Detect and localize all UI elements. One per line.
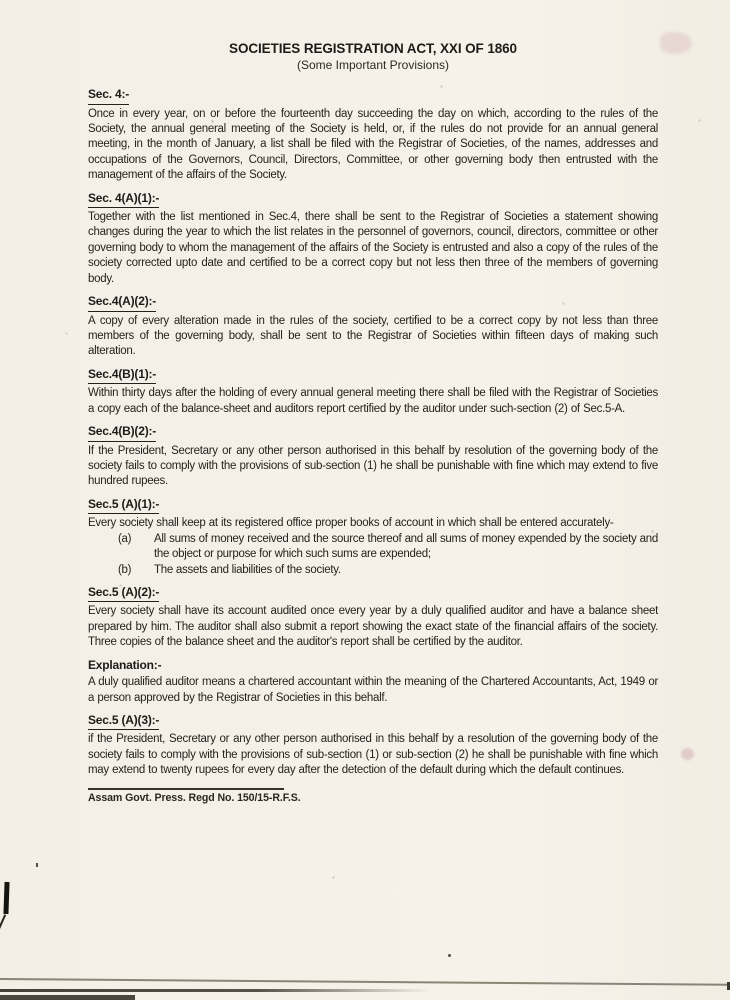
act-section [88,87,658,184]
document-subtitle: (Some Important Provisions) [296,58,450,72]
section-heading [88,585,658,603]
section-body: If the President, Secretary or any other person authorised in this behalf by resolution of the governing body of the society fails to comply with the provisions of sub-section (1) he shall be punishable with fine which may extend to five hundred rupees. [88,444,658,488]
document-footer [88,788,658,804]
section-body: Once in every year, on or before the fourteenth day succeeding the day on which, according to the rules of the Society, the annual general meeting of the Society is held, or, if the rules do not provide for an annual general meeting, in the month of January, a list shall be filed with the Registrar of Societies, of the names, addresses and occupations of the Governors, Council, Directors, Committee, or other governing body then entrusted with the management of the affairs of the Society. [88,107,658,182]
act-section [88,497,658,578]
list-item [118,563,658,578]
scan-speck [448,954,451,957]
scan-specks [0,0,1,1]
section-heading-text: Sec.5 (A)(3):- [88,713,159,731]
scan-edge-line [0,978,730,986]
document-header [88,40,658,73]
document-title: SOCIETIES REGISTRATION ACT, XXI OF 1860 [229,41,517,56]
footer-imprint: Assam Govt. Press. Regd No. 150/15-R.F.S. [88,791,301,804]
list-item [118,532,658,563]
act-section [88,367,658,417]
section-body: if the President, Secretary or any other person authorised in this behalf by a resolution of the governing body of the society fails to comply with the provisions of sub-section (1) or sub-section (2) he shall be punishable with fine which may extend to twenty rupees for every day after the detection of the default during which the default continues. [88,733,658,777]
act-section [88,294,658,360]
act-section [88,191,658,288]
list-marker: (a) [118,532,132,545]
section-heading-text: Sec.4(B)(1):- [88,367,156,385]
section-heading [88,367,658,385]
section-body: Every society shall have its account audited once every year by a duly qualified auditor and have a balance sheet prepared by him. The auditor shall also submit a report showing the exact state of the financial affairs of the society. Three copies of the balance sheet and the auditor's report shall be certified by the auditor. [88,605,658,649]
section-heading [88,294,658,312]
scan-shadow-line [0,989,430,992]
act-section [88,424,658,490]
section-heading-text: Explanation:- [88,657,162,672]
section-heading [88,658,658,674]
section-body: A copy of every alteration made in the rules of the society, certified to be a correct copy by not less than three members of the governing body, shall be sent to the Registrar of Societies within fifteen days of making such alteration. [88,314,658,358]
section-heading [88,713,658,731]
scan-speck [36,863,38,867]
list-text: All sums of money received and the source thereof and all sums of money expended by the society and the object or purpose for which such sums are expended; [154,532,658,561]
section-heading [88,191,658,209]
section-body: A duly qualified auditor means a chartered accountant within the meaning of the Chartered Accountants, Act, 1949 or a person approved by the Registrar of Societies in this behalf. [88,676,658,704]
ink-mark [3,882,9,914]
section-heading [88,87,658,105]
section-heading-text: Sec.4(A)(2):- [88,294,156,312]
section-heading [88,424,658,442]
act-section [88,585,658,651]
section-heading-text: Sec. 4:- [88,87,129,105]
document-body [88,87,658,779]
scan-bottom-bar [0,995,135,1000]
pink-scribble [660,32,692,54]
section-body: Every society shall keep at its registered office proper books of account in which shall be entered accurately- [88,517,614,530]
list-marker: (b) [118,563,132,576]
list-text: The assets and liabilities of the society. [154,563,341,576]
section-heading-text: Sec. 4(A)(1):- [88,191,159,209]
ink-mark-tail [0,914,6,929]
section-heading-text: Sec.5 (A)(2):- [88,585,159,603]
act-section [88,713,658,779]
section-heading [88,497,658,515]
section-heading-text: Sec.4(B)(2):- [88,424,156,442]
section-body: Together with the list mentioned in Sec.4, there shall be sent to the Registrar of Societies a statement showing changes during the year to which the list relates in the personnel of governors, council, directors, committee or other governing body to whom the management of the affairs of the Society is entrusted and also a copy of the rules of the society corrected upto date and certified to be a correct copy but not less then three of the members of governing body. [88,211,658,285]
act-section [88,658,658,706]
section-heading-text: Sec.5 (A)(1):- [88,497,159,515]
section-body: Within thirty days after the holding of every annual general meeting there shall be filed with the Registrar of Societies a copy each of the balance-sheet and auditors report certified by the auditor under such-section (2) of Sec.5-A. [88,387,658,415]
pink-smudge [681,748,694,760]
